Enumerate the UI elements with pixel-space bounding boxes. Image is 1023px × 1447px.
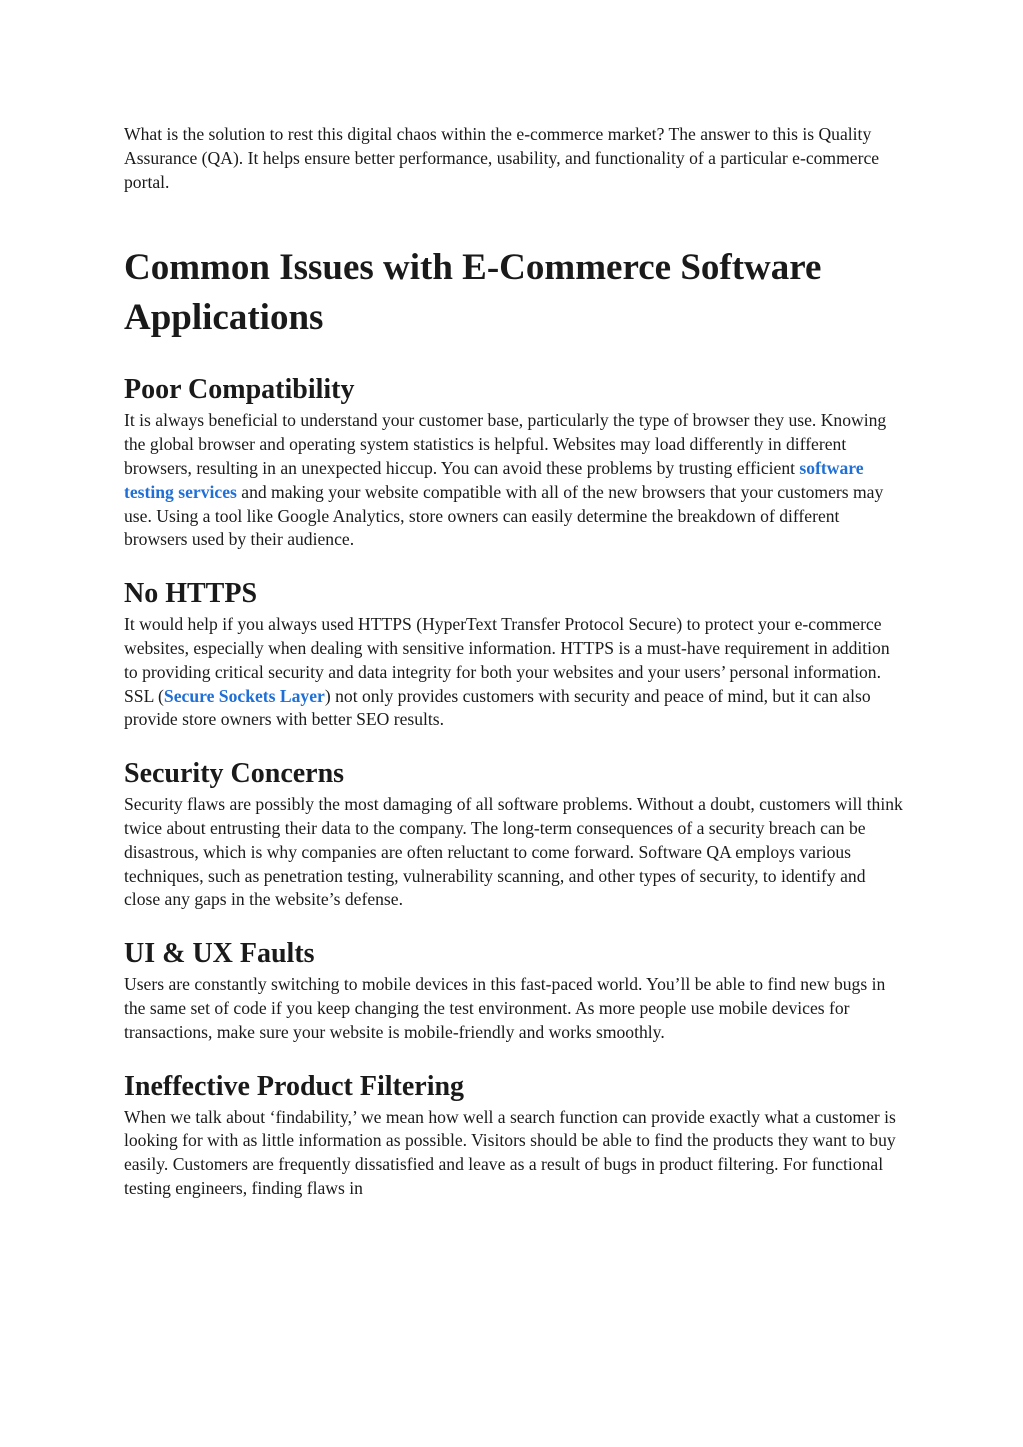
paragraph-text: and making your website compatible with all of the new browsers that your customers may use. Using a tool like Google Analytics, store owners can easily determine the breakdown of different browsers used by their audience. xyxy=(124,481,884,550)
section-paragraph: When we talk about ‘findability,’ we mean how well a search function can provide exactly what a customer is looking for with as little information as possible. Visitors should be able to find the products they want to buy easily. Customers are frequently dissatisfied and leave as a result of bugs in product filtering. For functional testing engineers, finding flaws in xyxy=(124,1106,896,1198)
secure-sockets-layer-link[interactable]: Secure Sockets Layer xyxy=(163,685,325,706)
section-poor-compatibility xyxy=(124,373,904,552)
section-ui-ux-faults xyxy=(124,937,904,1044)
section-heading: No HTTPS xyxy=(124,578,258,610)
software-testing-services-link[interactable]: software testing services xyxy=(124,457,864,502)
section-no-https xyxy=(124,577,904,732)
section-paragraph xyxy=(124,613,904,732)
section-paragraph xyxy=(124,409,904,552)
document-page xyxy=(124,123,904,1226)
section-security-concerns xyxy=(124,757,904,912)
intro-paragraph: What is the solution to rest this digital chaos within the e-commerce market? The answer to this is Quality Assurance (QA). It helps ensure better performance, usability, and functionality of a particular e-commerce portal. xyxy=(124,124,880,192)
section-paragraph: Users are constantly switching to mobile devices in this fast-paced world. You’ll be able to find new bugs in the same set of code if you keep changing the test environment. As more people use mobile devices for transactions, make sure your website is mobile-friendly and works smoothly. xyxy=(124,974,886,1042)
paragraph-text: It would help if you always used HTTPS (HyperText Transfer Protocol Secure) to protect your e-commerce websites, especially when dealing with sensitive information. HTTPS is a must-have requirement in addition to providing critical security and data integrity for both your websites and your users’ personal information. SSL ( xyxy=(124,614,890,706)
section-heading: Security Concerns xyxy=(124,758,345,790)
section-heading: UI & UX Faults xyxy=(124,938,315,970)
paragraph-text: ) not only provides customers with security and peace of mind, but it can also provide store owners with better SEO results. xyxy=(124,685,871,730)
paragraph-text: It is always beneficial to understand your customer base, particularly the type of browser they use. Knowing the global browser and operating system statistics is helpful. Websites may load differently in different browsers, resulting in an unexpected hiccup. You can avoid these problems by trusting efficient xyxy=(124,410,887,478)
section-heading: Poor Compatibility xyxy=(124,374,355,406)
page-title: Common Issues with E-Commerce Software Applications xyxy=(124,247,822,339)
section-paragraph: Security flaws are possibly the most damaging of all software problems. Without a doubt, customers will think twice about entrusting their data to the company. The long-term consequences of a security breach can be disastrous, which is why companies are often reluctant to come forward. Software QA employs various techniques, such as penetration testing, vulnerability scanning, and other types of security, to identify and close any gaps in the website’s defense. xyxy=(124,794,903,910)
section-heading: Ineffective Product Filtering xyxy=(124,1070,465,1102)
section-ineffective-product-filtering xyxy=(124,1070,904,1201)
